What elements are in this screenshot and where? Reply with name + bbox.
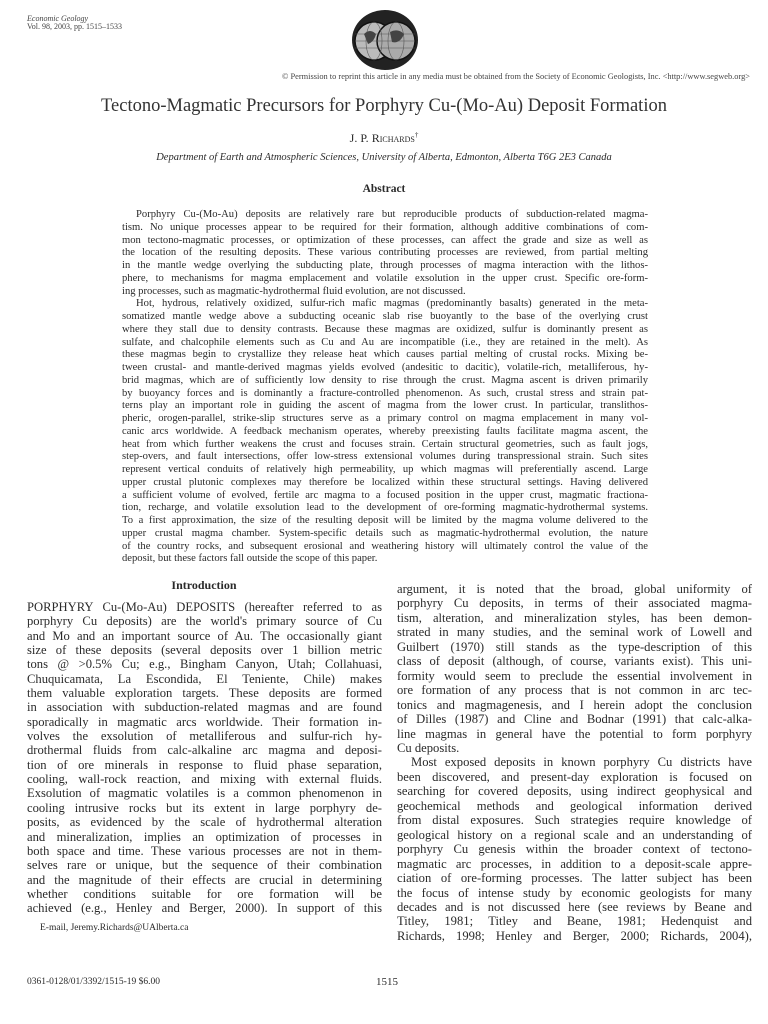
text-line: Cu deposits. <box>397 740 460 755</box>
text-line: them valuable exploration targets. These deposits are formed <box>27 686 382 701</box>
text-line: brid magmas, which are of sufficiently low density to rise through the crust. Magma ascent is driven primarily <box>122 374 648 386</box>
text-line: and the magnitude of their effects are crucial in determining <box>27 872 382 887</box>
text-line: To a first approximation, the size of the resulting deposit will be limited by the magma volume delivered to the <box>122 515 648 526</box>
permission-notice: © Permission to reprint this article in any media must be obtained from the Society of Economic Geologists, Inc. <http://www.segweb.org> <box>282 72 750 81</box>
text-line: tonics and magmagenesis, and I herein adopt the conclusion <box>397 697 752 712</box>
text-line: volves the exsolution of metalliferous and sulfur-rich hy- <box>27 729 382 744</box>
text-line: sporadically in magmatic arcs worldwide. Their formation in- <box>27 714 382 729</box>
text-line: by buoyancy forces and is dominantly a fracture-controlled phenomenon. As such, crustal stress and strain pat- <box>122 387 648 399</box>
text-line: tism. No unique processes appear to be required for their formation, although additive combinations of com- <box>122 221 648 233</box>
text-line: and mineralization, implies an optimization of processes in <box>27 829 382 844</box>
text-line: ciation of ore-forming processes. The latter subject has been <box>397 871 752 886</box>
text-line: geological history on a regional scale and an understanding of <box>397 827 752 842</box>
author-email-footnote: E-mail, Jeremy.Richards@UAlberta.ca <box>40 923 189 933</box>
abstract-heading: Abstract <box>362 183 406 195</box>
text-line: upper crustal magma chamber. System-specific details such as magmatic-hydrothermal evolution, the nature <box>122 527 648 539</box>
text-line: Titley, 1981; Titley and Beane, 1981; Hedenquist and <box>397 914 752 929</box>
text-line: step-overs, and fault intersections, offer low-stress extensional volumes during transpressional strain. Such sites <box>122 451 648 463</box>
text-line: Richards, 1998; Henley and Berger, 2000; Richards, 2004), <box>397 928 752 943</box>
author-footnote-mark: † <box>414 131 419 139</box>
text-line: tion of ore minerals in response to fluid phase separation, <box>27 757 382 772</box>
text-line: posits, as evidenced by the scale of hydrothermal alteration <box>27 815 382 830</box>
text-line: been discovered, and present-day exploration is focused on <box>397 769 752 784</box>
abstract-body <box>122 209 648 566</box>
text-line: class of deposit (although, of course, variants exist). This uni- <box>397 654 752 669</box>
text-line: line magmas in general have the potential to form porphyry <box>397 726 752 741</box>
article-title: Tectono-Magmatic Precursors for Porphyry Cu-(Mo-Au) Deposit Formation <box>101 96 667 116</box>
text-line: pheric, orogen-parallel, strike-slip structures serve as a primary control on magma emplacement in many vol- <box>122 413 648 424</box>
text-line: Hot, hydrous, relatively oxidized, sulfur-rich mafic magmas (predominantly basalts) generated in the meta- <box>136 298 648 310</box>
text-line: cooling, wall-rock reaction, and mixing with external fluids. <box>27 772 382 787</box>
text-line: in the mantle wedge overlying the subducting plate, through processes of magma interaction with the lithos- <box>122 260 648 271</box>
text-line: both space and time. These various processes are not in them- <box>27 843 382 858</box>
text-line: canic arcs worldwide. A feedback mechanism operates, whereby preexisting faults facilitate magma ascent, the <box>122 425 648 437</box>
text-line: geochemical methods and geological information derived <box>397 798 752 813</box>
text-line: somatized mantle wedge above a subducting oceanic slab rise buoyantly to the base of the overlying crust <box>122 311 648 322</box>
text-line: Exsolution of magmatic volatiles is a common phenomenon in <box>27 786 382 801</box>
text-line: porphyry Cu deposits) are the world's primary source of Cu <box>27 614 382 629</box>
text-line: upper crustal plutonic complexes may therefore be localized within these structural settings. Having delivered <box>122 476 648 488</box>
text-line: sulfate, and chalcophile elements such as Cu and Au are incompatible (i.e., they are retained in the melt). As <box>122 336 648 348</box>
text-line: whether conditions suitable for ore formation will be <box>27 886 382 901</box>
text-line: strated in many studies, and the seminal work of Lowell and <box>397 625 752 640</box>
text-line: ore formation of any process that is not common in arc tec- <box>397 683 752 698</box>
text-line: Porphyry Cu-(Mo-Au) deposits are relatively rare but reproducible products of subduction-related magma- <box>136 209 648 220</box>
volume-info: Vol. 98, 2003, pp. 1515–1533 <box>27 22 122 31</box>
page-number: 1515 <box>376 976 398 988</box>
text-line: size of these deposits (several deposits over 1 billion metric <box>27 643 382 658</box>
text-line: cooling intrusive rocks but its extent in large porphyry de- <box>27 800 382 815</box>
journal-citation <box>27 15 122 31</box>
author-initials: J. P. <box>349 131 372 145</box>
text-line: terns play an important role in guiding the ascent of magma from the lower crust. In particular, translithos- <box>122 400 648 412</box>
text-line: deposit, but these factors fall outside the scope of this paper. <box>122 553 378 565</box>
seg-logo <box>350 8 420 72</box>
left-column <box>27 600 382 916</box>
text-line: mon tectono-magmatic processes, or optimization of these processes, can affect the grade and size as well as <box>122 234 648 246</box>
introduction-heading: Introduction <box>171 578 237 592</box>
text-line: porphyry Cu deposits, in terms of their associated magma- <box>397 596 752 611</box>
text-line: Chuquicamata, La Escondida, El Teniente, Chile) makes <box>27 671 382 686</box>
text-line: magmatic arc processes, in addition to a deposit-scale appre- <box>397 856 752 871</box>
text-line: represent vertical conduits of relatively high permeability, up which magmas will preferentially ascend. Large <box>122 464 648 475</box>
text-line: and Mo and an important source of Au. The occasionally giant <box>27 628 382 643</box>
text-line: where they stall due to density contrasts. Because these magmas are oxidized, sulfur is dominantly present as <box>122 323 648 335</box>
text-line: phere, to mechanisms for magma emplacement and volatile exsolution in the upper crust. Specific ore-form- <box>122 272 648 284</box>
text-line: formity would seem to preclude the essential involvement in <box>397 668 752 683</box>
text-line: argument, it is noted that the broad, global uniformity of <box>397 582 752 596</box>
text-line: drothermal fluids from calc-alkaline arc magma and deposi- <box>27 743 382 758</box>
text-line: Most exposed deposits in known porphyry Cu districts have <box>411 755 752 770</box>
text-line: tons @ >0.5% Cu; e.g., Bingham Canyon, Utah; Collahuasi, <box>27 657 382 672</box>
text-line: the location of the resulting deposits. These various contributing processes are reviewed, from partial melting <box>122 247 648 259</box>
text-line: a sufficient volume of evolved, fertile arc magma to a focused position in the upper crust, magmatic fractiona- <box>122 489 648 501</box>
text-line: of the country rocks, and subsequent erosional and weathering history will ultimately control the value of the <box>122 540 648 552</box>
text-line: selves rare or unique, but the sequence of their combination <box>27 858 382 873</box>
text-line: porphyry Cu genesis within the broader context of tectono- <box>397 842 752 857</box>
text-line: tion, recharge, and volatile exsolution lead to the development of ore-forming magmatic-hydrothermal systems. <box>122 502 648 514</box>
text-line: searching for covered deposits, using indirect geophysical and <box>397 784 752 799</box>
journal-name: Economic Geology <box>27 14 89 23</box>
text-line: tism, alteration, and mineralization styles, has been demon- <box>397 610 752 625</box>
text-line: PORPHYRY Cu-(Mo-Au) DEPOSITS (hereafter referred to as <box>27 600 382 614</box>
text-line: Guilbert (1970) still stands as the type-description of this <box>397 639 752 654</box>
text-line: of Dilles (1987) and Cline and Bodnar (1991) that calc-alka- <box>397 712 752 727</box>
affiliation: Department of Earth and Atmospheric Sciences, University of Alberta, Edmonton, Alberta T6G 2E3 Canada <box>156 152 612 163</box>
text-line: tween crustal- and mantle-derived magmas yields evolved (andesitic to dacitic), volatile-rich, metalliferous, hy- <box>122 362 648 373</box>
author <box>0 131 768 146</box>
right-column <box>397 582 752 943</box>
text-line: decades and is not discussed here (see reviews by Beane and <box>397 899 752 914</box>
text-line: in association with subduction-related magmas and are found <box>27 700 382 715</box>
footer-code: 0361-0128/01/3392/1515-19 $6.00 <box>27 977 160 987</box>
text-line: the focus of intense study by economic geologists for many <box>397 885 752 900</box>
text-line: heat from which further weakens the crust and focuses strain. Certain structural geometries, such as fault jogs, <box>122 438 648 450</box>
text-line: from distal exposures. Such strategies require knowledge of <box>397 813 752 828</box>
text-line: these magmas begin to crystallize they release heat which causes partial melting of crustal rocks. Mixing be- <box>122 349 648 361</box>
text-line: ing processes, such as magmatic-hydrothermal fluid evolution, are not discussed. <box>122 285 466 297</box>
text-line: achieved (e.g., Henley and Berger, 2000). In support of this <box>27 901 382 916</box>
author-surname: Richards <box>371 131 415 145</box>
